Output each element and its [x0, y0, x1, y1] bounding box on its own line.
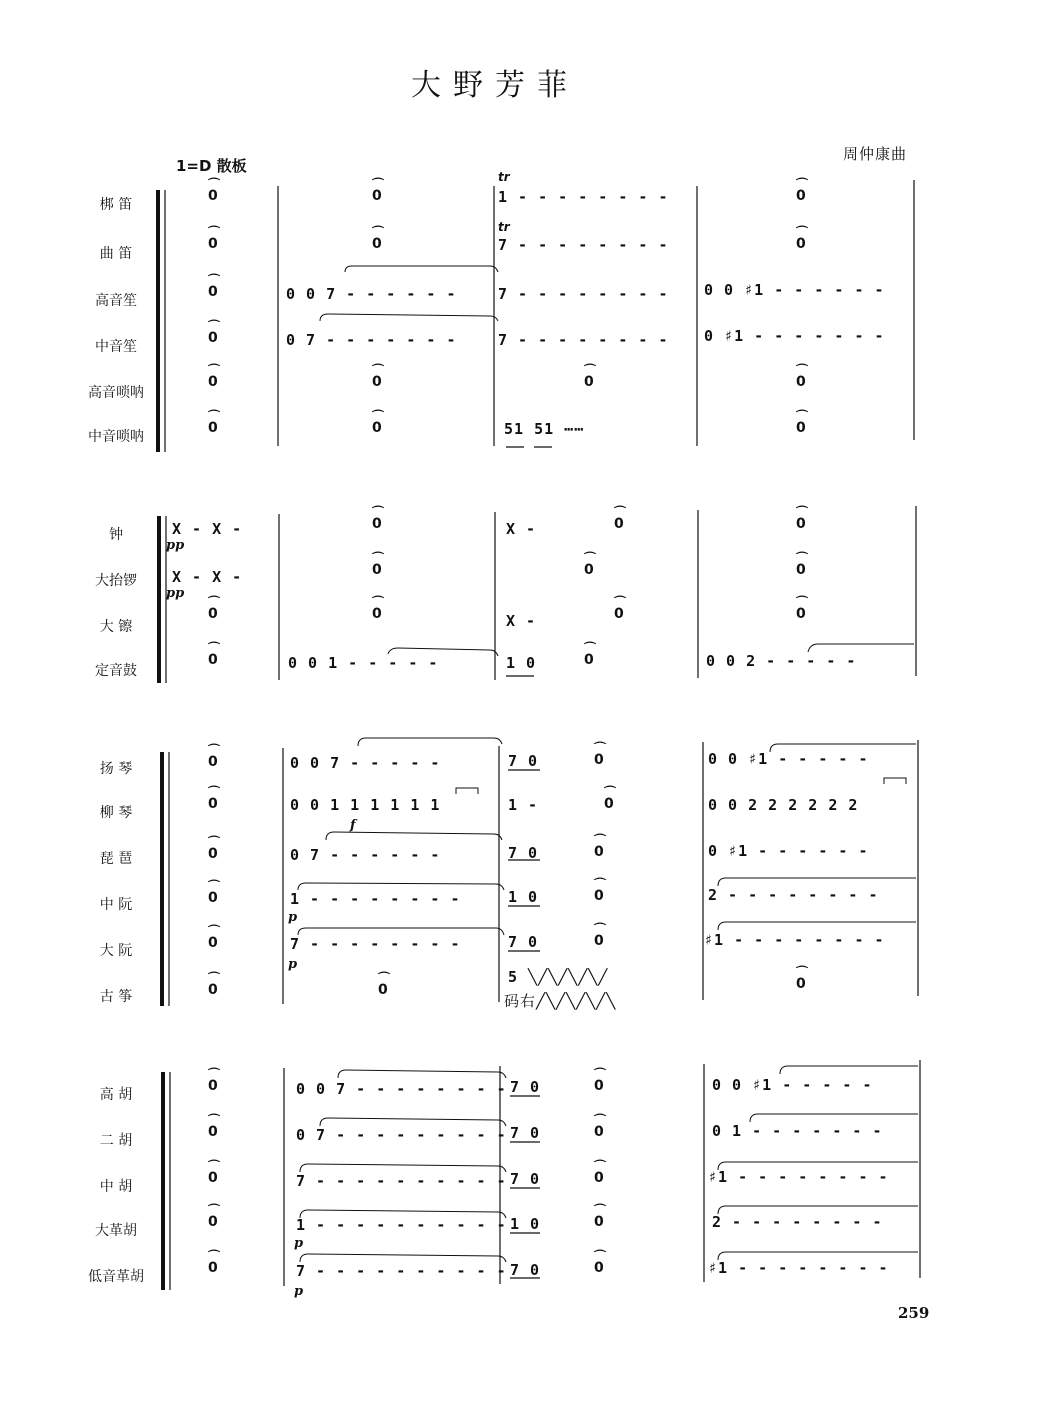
rest-digit: 0 — [796, 606, 806, 622]
dynamic-p: p — [294, 1236, 304, 1251]
dagehu-m2: 1 - - - - - - - - - - — [296, 1216, 507, 1234]
gaohu-m4: 0 0 ♯1 - - - - - — [712, 1076, 873, 1094]
daruan-m4: ♯1 - - - - - - - - — [704, 931, 885, 949]
rest-digit: 0 — [208, 982, 218, 998]
dynamic-p: p — [288, 910, 298, 925]
qudi-m3: 7 - - - - - - - - — [498, 236, 669, 254]
rest-digit: 0 — [584, 374, 594, 390]
instrument-label-dacha: 大 镲 — [99, 619, 133, 635]
instrument-label-bangdi: 梆 笛 — [99, 197, 133, 213]
rest-digit: 0 — [208, 606, 218, 622]
fermata-rest: ⌒ 0 — [208, 225, 221, 252]
instrument-label-pipa: 琵 琶 — [99, 851, 133, 867]
fermata-rest: ⌒ 0 — [208, 273, 221, 300]
guzheng-m3-line1: 5 ╲╱╲╱╲╱╲╱ — [508, 968, 609, 986]
tie-arc — [298, 883, 504, 890]
rest-digit: 0 — [594, 933, 604, 949]
fermata-rest: ⌒ 0 — [208, 363, 221, 390]
tie-arc — [808, 644, 914, 652]
fermata-rest: ⌒ 0 — [796, 551, 809, 578]
zhong-m1: X - X - — [172, 520, 243, 538]
rest-digit: 0 — [796, 236, 806, 252]
zhongruan-m3: 1 0 — [508, 888, 539, 906]
rest-digit: 0 — [594, 1214, 604, 1230]
dacha-m3: X - — [506, 612, 537, 630]
page-number: 259 — [898, 1304, 930, 1322]
rest-digit: 0 — [594, 888, 604, 904]
fermata-rest: ⌒ 0 — [372, 505, 385, 532]
rest-digit: 0 — [208, 652, 218, 668]
fermata-rest: ⌒ 0 — [796, 225, 809, 252]
fermata-rest: ⌒ 0 — [584, 641, 597, 668]
rest-digit: 0 — [796, 516, 806, 532]
instrument-label-liuqin: 柳 琴 — [99, 805, 133, 821]
diyin-m3: 7 0 — [510, 1261, 541, 1279]
rest-digit: 0 — [614, 606, 624, 622]
trill-mark: tr — [498, 170, 510, 184]
daruan-m3: 7 0 — [508, 933, 539, 951]
gaohu-m3: 7 0 — [510, 1078, 541, 1096]
fermata-rest: ⌒ 0 — [208, 1249, 221, 1276]
rest-digit: 0 — [378, 982, 388, 998]
fermata-rest: ⌒ 0 — [208, 924, 221, 951]
tie-arc — [780, 1066, 918, 1074]
fermata-rest: ⌒ 0 — [372, 177, 385, 204]
rest-digit: 0 — [604, 796, 614, 812]
erhu-m3: 7 0 — [510, 1124, 541, 1142]
gaosheng-m3: 7 - - - - - - - - — [498, 285, 669, 303]
composer-credit: 周仲康曲 — [843, 145, 908, 163]
yangqin-m2: 0 0 7 - - - - - — [290, 754, 441, 772]
rest-digit: 0 — [208, 1260, 218, 1276]
fermata-rest: ⌒ 0 — [796, 409, 809, 436]
tie-arc — [750, 1114, 918, 1122]
zhong-m3: X - — [506, 520, 537, 538]
page-title: 大野芳菲 — [411, 68, 579, 103]
fermata-rest: ⌒ 0 — [594, 1067, 607, 1094]
rest-digit: 0 — [372, 606, 382, 622]
rest-digit: 0 — [594, 844, 604, 860]
dynamic-p: p — [294, 1284, 304, 1299]
tie-arc — [358, 738, 502, 746]
instrument-label-dagehu: 大革胡 — [95, 1223, 137, 1239]
fermata-rest: ⌒ 0 — [378, 971, 391, 998]
rest-digit: 0 — [594, 1260, 604, 1276]
instrument-label-zhong: 钟 — [109, 527, 123, 543]
rest-digit: 0 — [584, 562, 594, 578]
tie-arc — [718, 922, 916, 930]
instrument-label-zhongyinsheng: 中音笙 — [95, 339, 137, 355]
dingyingu-m4: 0 0 2 - - - - - — [706, 652, 857, 670]
erhu-m2: 0 7 - - - - - - - - - — [296, 1126, 507, 1144]
bangdi-m3: 1 - - - - - - - - — [498, 188, 669, 206]
fermata-rest: ⌒ 0 — [208, 1203, 221, 1230]
fermata-rest: ⌒ 0 — [372, 551, 385, 578]
tie-arc — [718, 878, 916, 886]
fermata-rest: ⌒ 0 — [614, 505, 627, 532]
dynamic-pp: pp — [166, 586, 185, 601]
fermata-rest: ⌒ 0 — [594, 833, 607, 860]
fermata-rest: ⌒ 0 — [208, 879, 221, 906]
gaohu-m2: 0 0 7 - - - - - - - - — [296, 1080, 507, 1098]
zhongsheng-m4: 0 ♯1 - - - - - - - — [704, 327, 885, 345]
rest-digit: 0 — [594, 752, 604, 768]
tie-arc — [338, 1070, 506, 1078]
fermata-rest: ⌒ 0 — [208, 641, 221, 668]
pipa-m2: 0 7 - - - - - - — [290, 846, 441, 864]
instrument-label-gaoyinsuona: 高音唢呐 — [88, 385, 144, 401]
zhonghu-m3: 7 0 — [510, 1170, 541, 1188]
rest-digit: 0 — [614, 516, 624, 532]
rest-digit: 0 — [372, 188, 382, 204]
dagehu-m4: 2 - - - - - - - - — [712, 1213, 883, 1231]
fermata-rest: ⌒ 0 — [614, 595, 627, 622]
fermata-rest: ⌒ 0 — [796, 965, 809, 992]
tie-arc — [345, 266, 498, 272]
rest-digit: 0 — [796, 976, 806, 992]
fermata-rest: ⌒ 0 — [372, 595, 385, 622]
fermata-rest: ⌒ 0 — [594, 922, 607, 949]
rest-digit: 0 — [208, 420, 218, 436]
tie-arc — [326, 832, 502, 840]
fermata-rest: ⌒ 0 — [796, 505, 809, 532]
fermata-rest: ⌒ 0 — [604, 785, 617, 812]
rest-digit: 0 — [584, 652, 594, 668]
rest-digit: 0 — [372, 516, 382, 532]
fermata-rest: ⌒ 0 — [208, 319, 221, 346]
gaosheng-m4: 0 0 ♯1 - - - - - - — [704, 281, 885, 299]
instrument-label-zhongruan: 中 阮 — [99, 897, 133, 913]
dingyingu-m3: 1 0 — [506, 654, 537, 672]
fermata-rest: ⌒ 0 — [208, 743, 221, 770]
rest-digit: 0 — [208, 374, 218, 390]
liuqin-m2: 0 0 1 1 1 1 1 1 — [290, 796, 441, 814]
fermata-rest: ⌒ 0 — [208, 177, 221, 204]
rest-digit: 0 — [594, 1170, 604, 1186]
rest-digit: 0 — [208, 284, 218, 300]
guzheng-m3-line2: 码右╱╲╱╲╱╲╱╲ — [504, 992, 617, 1010]
tie-arc — [300, 1164, 506, 1172]
fermata-rest: ⌒ 0 — [796, 595, 809, 622]
datailuo-m1: X - X - — [172, 568, 243, 586]
key-tempo-marking: 1=D 散板 — [176, 157, 247, 175]
rest-digit: 0 — [372, 420, 382, 436]
rest-digit: 0 — [372, 236, 382, 252]
fermata-rest: ⌒ 0 — [594, 877, 607, 904]
dagehu-m3: 1 0 — [510, 1215, 541, 1233]
dynamic-f: f — [350, 818, 356, 833]
instrument-label-erhu: 二 胡 — [99, 1133, 133, 1149]
gaosheng-m2: 0 0 7 - - - - - - — [286, 285, 457, 303]
pipa-m4: 0 ♯1 - - - - - - — [708, 842, 869, 860]
zhonghu-m2: 7 - - - - - - - - - - — [296, 1172, 507, 1190]
fermata-rest: ⌒ 0 — [584, 363, 597, 390]
rest-digit: 0 — [208, 890, 218, 906]
tie-arc — [298, 928, 504, 935]
fermata-rest: ⌒ 0 — [208, 1159, 221, 1186]
fermata-rest: ⌒ 0 — [584, 551, 597, 578]
rest-digit: 0 — [796, 420, 806, 436]
rest-digit: 0 — [208, 1078, 218, 1094]
rest-digit: 0 — [594, 1124, 604, 1140]
zhongsheng-m2: 0 7 - - - - - - - — [286, 331, 457, 349]
fermata-rest: ⌒ 0 — [594, 741, 607, 768]
rest-digit: 0 — [796, 374, 806, 390]
rest-digit: 0 — [208, 796, 218, 812]
fermata-rest: ⌒ 0 — [208, 1067, 221, 1094]
tie-arc — [300, 1254, 506, 1262]
zhongruan-m2: 1 - - - - - - - - — [290, 890, 461, 908]
rest-digit: 0 — [208, 754, 218, 770]
yangqin-m4: 0 0 ♯1 - - - - - — [708, 750, 869, 768]
rest-digit: 0 — [208, 1214, 218, 1230]
fermata-rest: ⌒ 0 — [796, 177, 809, 204]
instrument-label-qudi: 曲 笛 — [99, 246, 133, 262]
liuqin-m4: 0 0 2 2 2 2 2 2 — [708, 796, 859, 814]
fermata-rest: ⌒ 0 — [208, 409, 221, 436]
dynamic-pp: pp — [166, 538, 185, 553]
instrument-label-zhongyinsuona: 中音唢呐 — [88, 429, 144, 445]
fermata-rest: ⌒ 0 — [372, 409, 385, 436]
rest-digit: 0 — [208, 236, 218, 252]
instrument-label-diyingehu: 低音革胡 — [88, 1269, 144, 1285]
instrument-label-yangqin: 扬 琴 — [99, 761, 133, 777]
daruan-m2: 7 - - - - - - - - — [290, 935, 461, 953]
instrument-label-gaohu: 高 胡 — [99, 1087, 133, 1103]
fermata-rest: ⌒ 0 — [372, 363, 385, 390]
fermata-rest: ⌒ 0 — [208, 595, 221, 622]
liuqin-m3: 1 - — [508, 796, 539, 814]
dingyingu-m2: 0 0 1 - - - - - — [288, 654, 439, 672]
rest-digit: 0 — [208, 188, 218, 204]
pipa-m3: 7 0 — [508, 844, 539, 862]
trill-mark: tr — [498, 220, 510, 234]
rest-digit: 0 — [796, 562, 806, 578]
instrument-label-datailuo: 大抬锣 — [95, 573, 137, 589]
tie-arc — [320, 1118, 506, 1126]
fermata-rest: ⌒ 0 — [372, 225, 385, 252]
rest-digit: 0 — [208, 846, 218, 862]
zhonghu-m4: ♯1 - - - - - - - - — [708, 1168, 889, 1186]
instrument-label-gaoyinsheng: 高音笙 — [95, 293, 137, 309]
zhongsheng-m3: 7 - - - - - - - - — [498, 331, 669, 349]
diyin-m4: ♯1 - - - - - - - - — [708, 1259, 889, 1277]
rest-digit: 0 — [594, 1078, 604, 1094]
rest-digit: 0 — [372, 562, 382, 578]
rest-digit: 0 — [208, 935, 218, 951]
yangqin-m3: 7 0 — [508, 752, 539, 770]
instrument-label-dingyingu: 定音鼓 — [95, 663, 137, 679]
fermata-rest: ⌒ 0 — [208, 971, 221, 998]
tie-arc — [320, 314, 498, 321]
fermata-rest: ⌒ 0 — [594, 1159, 607, 1186]
rest-digit: 0 — [208, 330, 218, 346]
dynamic-p: p — [288, 957, 298, 972]
fermata-rest: ⌒ 0 — [208, 785, 221, 812]
rest-digit: 0 — [208, 1124, 218, 1140]
erhu-m4: 0 1 - - - - - - - — [712, 1122, 883, 1140]
fermata-rest: ⌒ 0 — [208, 1113, 221, 1140]
fermata-rest: ⌒ 0 — [594, 1203, 607, 1230]
diyin-m2: 7 - - - - - - - - - - — [296, 1262, 507, 1280]
zhongruan-m4: 2 - - - - - - - - — [708, 886, 879, 904]
instrument-label-guzheng: 古 筝 — [99, 989, 133, 1005]
fermata-rest: ⌒ 0 — [594, 1249, 607, 1276]
rest-digit: 0 — [796, 188, 806, 204]
fermata-rest: ⌒ 0 — [594, 1113, 607, 1140]
rest-digit: 0 — [208, 1170, 218, 1186]
rest-digit: 0 — [372, 374, 382, 390]
zhongsuona-m3: 51 51 ⋯⋯ — [504, 420, 585, 438]
fermata-rest: ⌒ 0 — [208, 835, 221, 862]
instrument-label-zhonghu: 中 胡 — [99, 1179, 133, 1195]
fermata-rest: ⌒ 0 — [796, 363, 809, 390]
instrument-label-daruan: 大 阮 — [99, 943, 133, 959]
